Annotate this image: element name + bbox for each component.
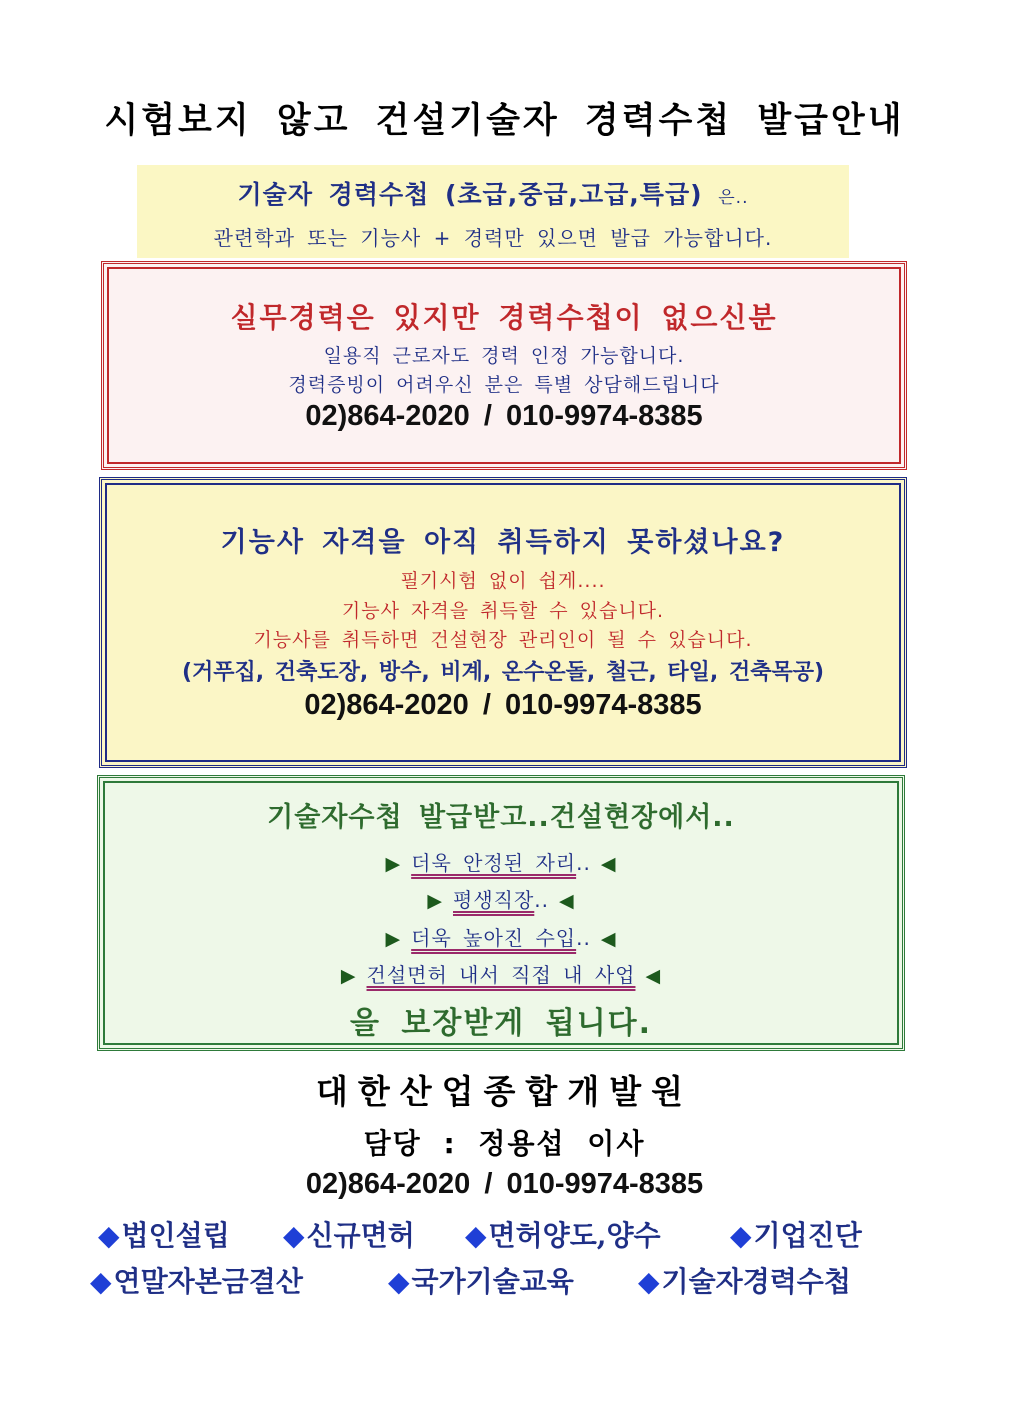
arrow-right-icon: ▶: [340, 965, 357, 987]
benefit-footer: 을 보장받게 됩니다.: [349, 1006, 653, 1041]
diamond-icon: ◆: [90, 1265, 112, 1298]
intro-line1-main: 기술자 경력수첩 (초급,중급,고급,특급): [237, 180, 703, 209]
service-label: 기술자경력수첩: [661, 1265, 851, 1298]
manager-name: 담당 : 정용섭 이사: [363, 1127, 646, 1160]
diamond-icon: ◆: [388, 1265, 410, 1298]
service-item: [730, 1214, 862, 1254]
benefit-heading: 기술자수첩 발급받고..건설현장에서..: [267, 802, 735, 833]
diamond-icon: ◆: [98, 1219, 120, 1252]
arrow-left-icon: ◀: [559, 890, 575, 912]
service-item: [465, 1214, 661, 1254]
service-item: [638, 1260, 851, 1300]
service-label: 신규면허: [306, 1219, 415, 1252]
benefit-item-suffix: ..: [576, 851, 591, 875]
benefit-item-suffix: ..: [534, 888, 549, 912]
license-phone: 02)864-2020 / 010-9974-8385: [304, 689, 702, 721]
benefit-item: [100, 884, 902, 913]
service-label: 연말자본금결산: [113, 1265, 303, 1298]
benefit-item: [100, 959, 902, 988]
intro-line1: [137, 175, 849, 211]
career-phone: 02)864-2020 / 010-9974-8385: [305, 400, 703, 432]
diamond-icon: ◆: [465, 1219, 487, 1252]
license-trades: (거푸집, 건축도장, 방수, 비계, 온수온돌, 철근, 타일, 건축목공): [181, 660, 825, 685]
license-line1: 필기시험 없이 쉽게....: [400, 570, 606, 592]
service-label: 법인설립: [121, 1219, 230, 1252]
benefit-item-label: 건설면허 내서 직접 내 사업: [366, 963, 636, 987]
arrow-right-icon: ▶: [385, 853, 402, 875]
arrow-right-icon: ▶: [427, 890, 443, 912]
diamond-icon: ◆: [283, 1219, 305, 1252]
service-item: [98, 1214, 230, 1254]
service-label: 기업진단: [753, 1219, 862, 1252]
license-heading: 기능사 자격을 아직 취득하지 못하셨나요?: [220, 527, 786, 558]
career-heading: 실무경력은 있지만 경력수첩이 없으신분: [230, 301, 778, 334]
career-line2: 경력증빙이 어려우신 분은 특별 상담해드립니다: [288, 374, 720, 396]
diamond-icon: ◆: [730, 1219, 752, 1252]
diamond-icon: ◆: [638, 1265, 660, 1298]
benefit-item: [100, 847, 902, 876]
benefit-item: [100, 922, 902, 951]
service-label: 면허양도,양수: [488, 1219, 661, 1252]
benefit-box: [97, 775, 905, 1051]
service-item: [283, 1214, 415, 1254]
arrow-left-icon: ◀: [600, 853, 617, 875]
career-box: [101, 261, 907, 470]
service-item: [388, 1260, 574, 1300]
arrow-left-icon: ◀: [600, 928, 617, 950]
intro-line1-suffix: 은..: [718, 188, 749, 208]
arrow-right-icon: ▶: [385, 928, 402, 950]
benefit-item-label: 평생직장: [453, 888, 535, 912]
benefit-item-suffix: ..: [576, 926, 591, 950]
service-item: [90, 1260, 303, 1300]
arrow-left-icon: ◀: [645, 965, 662, 987]
company-name: 대한산업종합개발원: [316, 1072, 693, 1111]
license-line3: 기능사를 취득하면 건설현장 관리인이 될 수 있습니다.: [253, 629, 753, 651]
contact-phone: 02)864-2020 / 010-9974-8385: [305, 1168, 704, 1200]
license-box: [99, 477, 907, 768]
service-label: 국가기술교육: [411, 1265, 574, 1298]
intro-line2: 관련학과 또는 기능사 + 경력만 있으면 발급 가능합니다.: [213, 226, 773, 250]
career-line1: 일용직 근로자도 경력 인정 가능합니다.: [323, 345, 685, 367]
license-line2: 기능사 자격을 취득할 수 있습니다.: [341, 600, 665, 622]
benefit-item-label: 더욱 안정된 자리: [411, 851, 577, 875]
page-title: 시험보지 않고 건설기술자 경력수첩 발급안내: [104, 101, 905, 141]
benefit-item-label: 더욱 높아진 수입: [411, 926, 577, 950]
intro-panel: [137, 165, 849, 258]
